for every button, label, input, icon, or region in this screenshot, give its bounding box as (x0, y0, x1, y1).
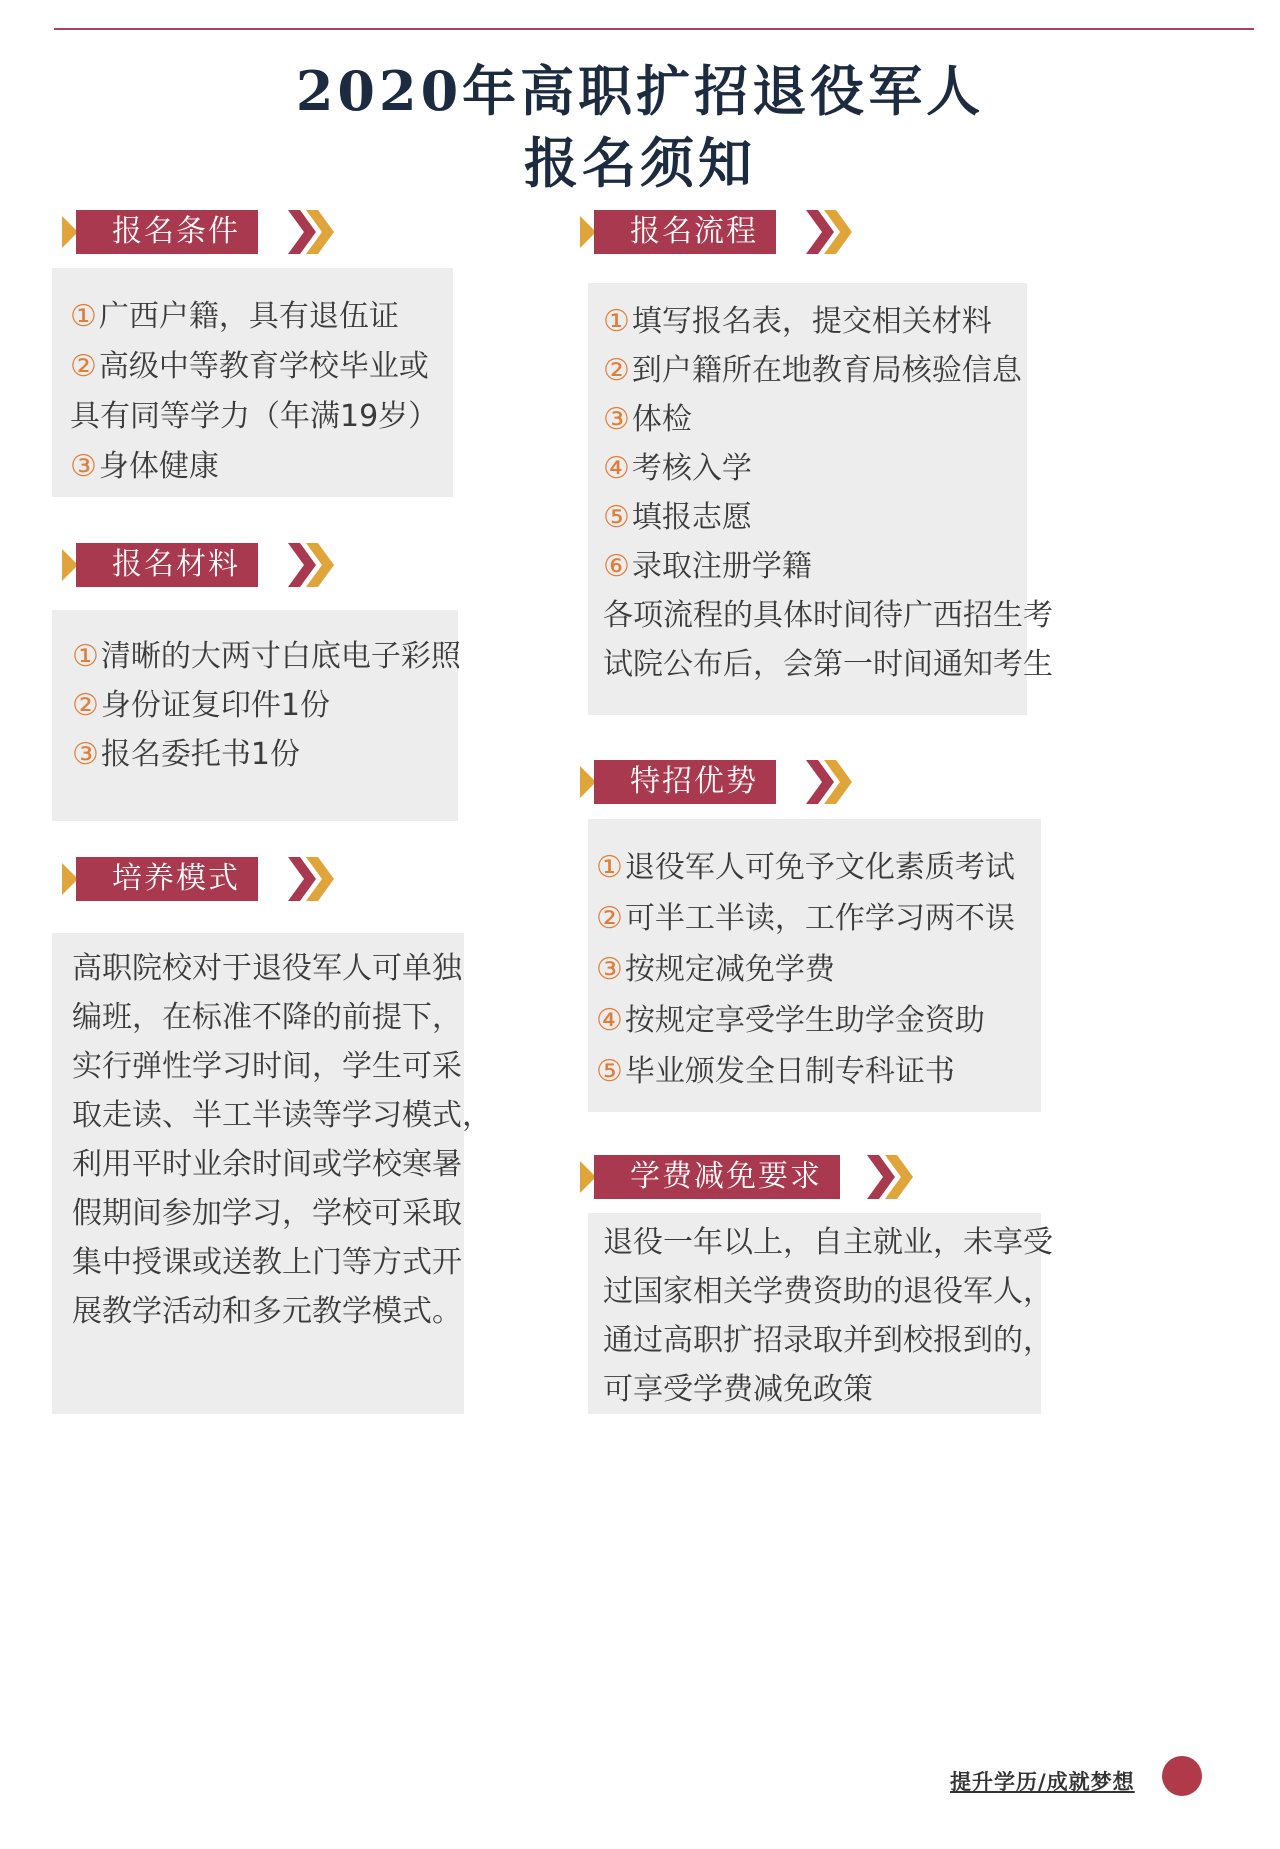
double-chevron-icon (806, 760, 854, 804)
list-item (603, 395, 1053, 444)
list-item (70, 292, 438, 342)
list-item (603, 346, 1053, 395)
item-number: ② (72, 688, 99, 723)
list-item (603, 591, 1053, 640)
paragraph-line: 集中授课或送教上门等方式开 (72, 1245, 462, 1280)
mode-paragraph (72, 944, 492, 1336)
item-number: ③ (596, 952, 623, 987)
item-text: 填报志愿 (631, 500, 752, 535)
list-item (603, 297, 1053, 346)
section-title: 报名材料 (76, 543, 258, 587)
item-text: 清晰的大两寸白底电子彩照 (100, 639, 461, 674)
item-number: ① (596, 850, 623, 885)
item-text: 身体健康 (98, 449, 219, 484)
list-item (596, 995, 1015, 1046)
item-number: ① (72, 639, 99, 674)
paragraph-line: 过国家相关学费资助的退役军人， (603, 1274, 1053, 1309)
paragraph-line: 退役一年以上，自主就业，未享受 (603, 1225, 1053, 1260)
section-title: 特招优势 (594, 760, 776, 804)
item-text: 录取注册学籍 (631, 549, 812, 584)
conditions-list (70, 292, 438, 492)
item-text: 各项流程的具体时间待广西招生考 (603, 598, 1053, 633)
paragraph-line: 假期间参加学习，学校可采取 (72, 1196, 462, 1231)
item-text: 到户籍所在地教育局核验信息 (631, 353, 1022, 388)
section-title: 培养模式 (76, 857, 258, 901)
double-chevron-icon (867, 1155, 915, 1199)
item-text: 毕业颁发全日制专科证书 (624, 1054, 955, 1089)
advantages-list (596, 842, 1015, 1097)
paragraph-line: 可享受学费减免政策 (603, 1372, 873, 1407)
list-item (72, 681, 461, 730)
list-item (596, 1046, 1015, 1097)
paragraph-line: 取走读、半工半读等学习模式， (72, 1098, 492, 1133)
item-text: 填写报名表，提交相关材料 (631, 304, 992, 339)
item-number: ⑥ (603, 549, 630, 584)
item-text: 试院公布后，会第一时间通知考生 (603, 647, 1053, 682)
double-chevron-icon (288, 857, 336, 901)
item-number: ③ (70, 449, 97, 484)
item-text: 退役军人可免予文化素质考试 (624, 850, 1015, 885)
tuition-paragraph (603, 1218, 1053, 1414)
list-item (72, 632, 461, 681)
list-item (603, 542, 1053, 591)
paragraph-line: 通过高职扩招录取并到校报到的， (603, 1323, 1053, 1358)
item-number: ② (70, 349, 97, 384)
item-text: 具有同等学力（年满19岁） (70, 399, 439, 434)
list-item (70, 392, 438, 442)
item-number: ⑤ (603, 500, 630, 535)
paragraph-line: 编班，在标准不降的前提下， (72, 1000, 462, 1035)
list-item (603, 493, 1053, 542)
item-number: ③ (603, 402, 630, 437)
footer-dot-icon (1162, 1756, 1202, 1796)
section-title: 报名流程 (594, 210, 776, 254)
item-number: ① (603, 304, 630, 339)
item-text: 可半工半读，工作学习两不误 (624, 901, 1015, 936)
item-text: 报名委托书1份 (100, 737, 300, 772)
page-title-line-2: 报名须知 (524, 131, 756, 195)
double-chevron-icon (288, 210, 336, 254)
item-number: ② (596, 901, 623, 936)
item-number: ④ (603, 451, 630, 486)
section-title: 学费减免要求 (594, 1155, 840, 1199)
page-title (0, 55, 1280, 199)
item-text: 考核入学 (631, 451, 752, 486)
item-text: 广西户籍，具有退伍证 (98, 299, 399, 334)
double-chevron-icon (806, 210, 854, 254)
item-number: ④ (596, 1003, 623, 1038)
item-number: ② (603, 353, 630, 388)
paragraph-line: 实行弹性学习时间，学生可采 (72, 1049, 462, 1084)
list-item (603, 640, 1053, 689)
list-item (70, 342, 438, 392)
paragraph-line: 高职院校对于退役军人可单独 (72, 951, 462, 986)
page-title-line-1: 2020年高职扩招退役军人 (295, 59, 985, 123)
materials-list (72, 632, 461, 779)
item-text: 按规定享受学生助学金资助 (624, 1003, 985, 1038)
item-text: 体检 (631, 402, 692, 437)
section-title: 报名条件 (76, 210, 258, 254)
item-text: 高级中等教育学校毕业或 (98, 349, 429, 384)
list-item (603, 444, 1053, 493)
item-number: ① (70, 299, 97, 334)
item-number: ③ (72, 737, 99, 772)
item-text: 按规定减免学费 (624, 952, 835, 987)
paragraph-line: 利用平时业余时间或学校寒暑 (72, 1147, 462, 1182)
list-item (596, 944, 1015, 995)
item-number: ⑤ (596, 1054, 623, 1089)
list-item (72, 730, 461, 779)
list-item (596, 893, 1015, 944)
process-list (603, 297, 1053, 689)
list-item (70, 442, 438, 492)
double-chevron-icon (288, 543, 336, 587)
list-item (596, 842, 1015, 893)
item-text: 身份证复印件1份 (100, 688, 330, 723)
top-divider (54, 28, 1254, 30)
paragraph-line: 展教学活动和多元教学模式。 (72, 1294, 462, 1329)
footer-slogan: 提升学历/成就梦想 (950, 1770, 1135, 1794)
